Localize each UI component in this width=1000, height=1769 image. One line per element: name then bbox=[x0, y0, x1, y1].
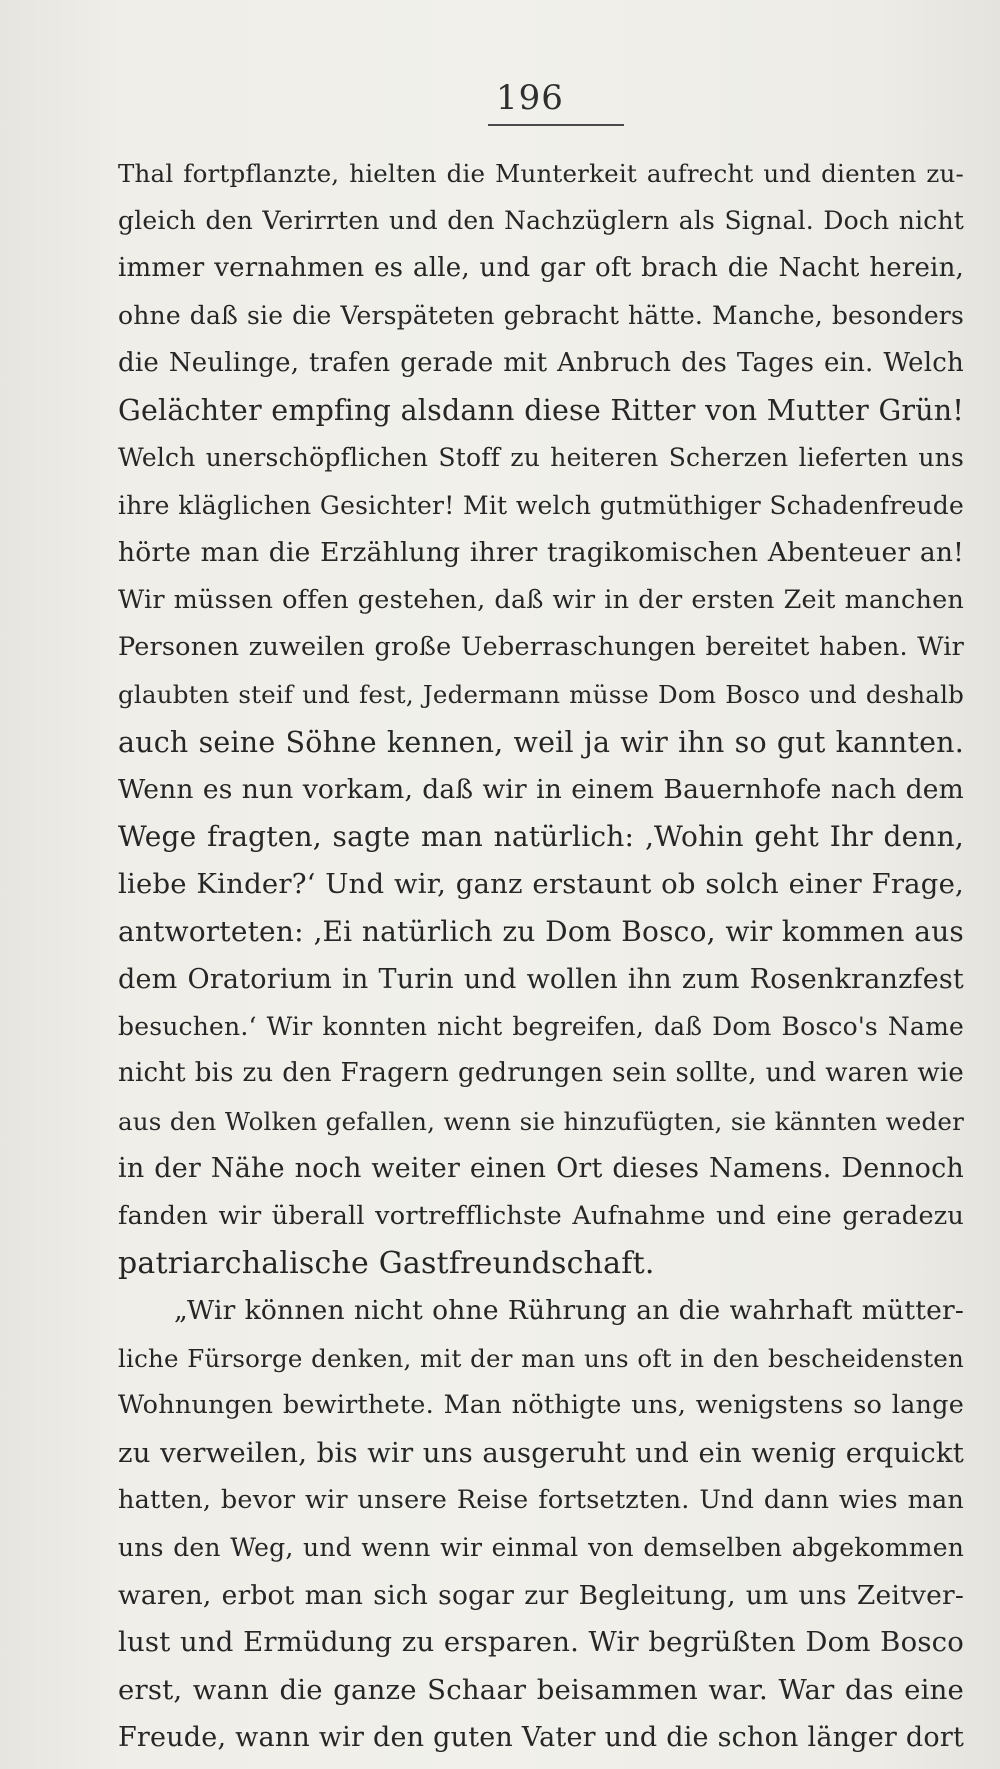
text-line: Wohnungen bewirthete. Man nöthigte uns, wenigstens so lange bbox=[118, 1390, 964, 1421]
text-line: waren, erbot man sich sogar zur Begleitung, um uns Zeitver- bbox=[118, 1579, 964, 1611]
text-line: gleich den Verirrten und den Nachzüglern als Signal. Doch nicht bbox=[118, 206, 964, 236]
text-line: Gelächter empfing alsdann diese Ritter von Mutter Grün! bbox=[118, 393, 964, 427]
text-line: liebe Kinder?‘ Und wir, ganz erstaunt ob solch einer Frage, bbox=[118, 867, 964, 900]
text-line: Wege fragten, sagte man natürlich: ‚Wohin geht Ihr denn, bbox=[118, 820, 964, 854]
text-line: erst, wann die ganze Schaar beisammen war. War das eine bbox=[118, 1673, 964, 1706]
text-line: zu verweilen, bis wir uns ausgeruht und ein wenig erquickt bbox=[118, 1436, 964, 1469]
text-line: Personen zuweilen große Ueberraschungen bereitet haben. Wir bbox=[118, 631, 964, 662]
text-line: glaubten steif und fest, Jedermann müsse Dom Bosco und deshalb bbox=[118, 680, 964, 710]
text-line: liche Fürsorge denken, mit der man uns oft in den bescheidensten bbox=[118, 1343, 964, 1373]
text-line: hatten, bevor wir unsere Reise fortsetzten. Und dann wies man bbox=[118, 1484, 964, 1515]
text-line: ihre kläglichen Gesichter! Mit welch gutmüthiger Schadenfreude bbox=[118, 490, 964, 520]
text-line: lust und Ermüdung zu ersparen. Wir begrüßten Dom Bosco bbox=[118, 1626, 964, 1659]
text-line: besuchen.‘ Wir konnten nicht begreifen, daß Dom Bosco's Name bbox=[118, 1012, 964, 1042]
text-line: auch seine Söhne kennen, weil ja wir ihn so gut kannten. bbox=[118, 725, 964, 759]
text-line: uns den Weg, und wenn wir einmal von demselben abgekommen bbox=[118, 1533, 964, 1563]
text-line: Wir müssen offen gestehen, daß wir in der ersten Zeit manchen bbox=[118, 584, 964, 615]
text-line: Wenn es nun vorkam, daß wir in einem Bauernhofe nach dem bbox=[118, 774, 964, 806]
text-line: die Neulinge, trafen gerade mit Anbruch des Tages ein. Welch bbox=[118, 347, 964, 378]
text-line: Freude, wann wir den guten Vater und die schon länger dort bbox=[118, 1721, 964, 1753]
paragraph-end-line: patriarchalische Gastfreundschaft. bbox=[118, 1245, 655, 1281]
text-line: dem Oratorium in Turin und wollen ihn zum Rosenkranzfest bbox=[118, 963, 964, 995]
text-line: antworteten: ‚Ei natürlich zu Dom Bosco, wir kommen aus bbox=[118, 915, 964, 949]
text-line: fanden wir überall vortrefflichste Aufnahme und eine geradezu bbox=[118, 1200, 964, 1231]
page-number: 196 bbox=[496, 78, 564, 118]
text-line: in der Nähe noch weiter einen Ort dieses Namens. Dennoch bbox=[118, 1153, 964, 1185]
text-line: hörte man die Erzählung ihrer tragikomischen Abenteuer an! bbox=[118, 537, 964, 569]
body-text bbox=[118, 150, 964, 1753]
text-line: Welch unerschöpflichen Stoff zu heiteren Scherzen lieferten uns bbox=[118, 443, 964, 473]
text-line: aus den Wolken gefallen, wenn sie hinzufügten, sie kännten weder bbox=[118, 1106, 964, 1136]
text-line: ohne daß sie die Verspäteten gebracht hätte. Manche, besonders bbox=[118, 301, 964, 331]
text-line: immer vernahmen es alle, und gar oft brach die Nacht herein, bbox=[118, 252, 964, 283]
text-line: Thal fortpflanzte, hielten die Munterkeit aufrecht und dienten zu- bbox=[118, 159, 964, 188]
paragraph-start-line: „Wir können nicht ohne Rührung an die wahrhaft mütter- bbox=[174, 1295, 964, 1327]
text-line: nicht bis zu den Fragern gedrungen sein sollte, und waren wie bbox=[118, 1058, 964, 1089]
header-rule bbox=[488, 124, 624, 126]
